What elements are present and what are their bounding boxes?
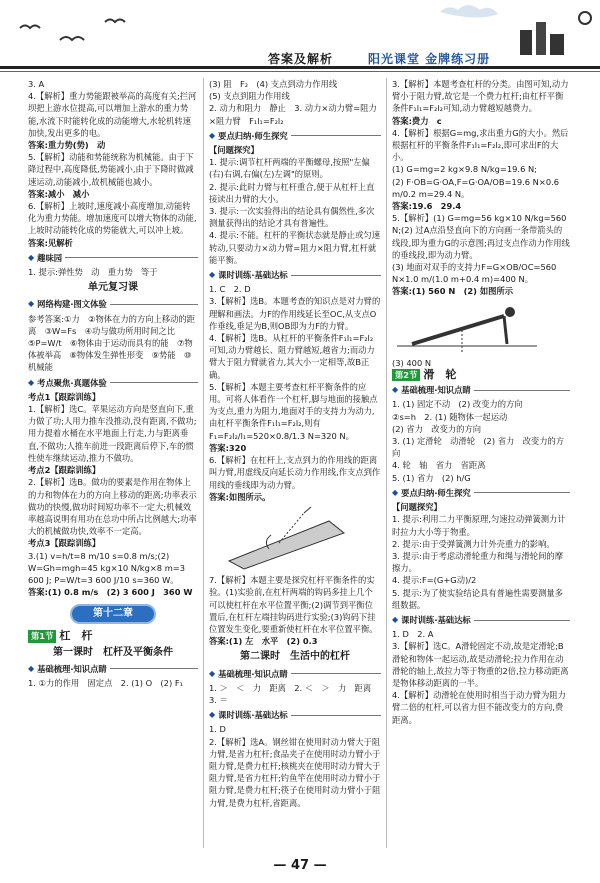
answer-line: 3.【解析】选B。本题考查的知识点是对力臂的理解和画法。力F的作用线延长至OC,从支点O作垂线,垂足为B,则OB即为力F的力臂。 bbox=[209, 296, 381, 331]
answer-line: 1. ①力的作用 固定点 2. (1) O (2) F₁ bbox=[28, 677, 183, 688]
section-heading-label: 要点归纳·师生探究 bbox=[218, 130, 288, 141]
section-heading bbox=[209, 709, 381, 721]
lesson-title: 杠 杆 bbox=[59, 629, 93, 643]
section-heading bbox=[392, 614, 570, 626]
lever-figure bbox=[209, 503, 359, 571]
section-rule bbox=[291, 715, 381, 716]
answer-line: 6.【解析】在杠杆上,支点到力的作用线的距离叫力臂,用虚线反向延长动力作用线,作支点到作用线的垂线即为动力臂。 bbox=[209, 455, 381, 490]
answer-line: 2. 动力和阻力 静止 3. 动力×动力臂=阻力×阻力臂 F₁l₁=F₂l₂ bbox=[209, 103, 377, 126]
section-rule bbox=[291, 275, 381, 276]
answer-line: 3. (1) 定滑轮 动滑轮 (2) 省力 改变力的方向 bbox=[392, 436, 565, 459]
lesson-heading: 单元复习课 bbox=[88, 282, 138, 294]
section-heading-label: 课时训练·基础达标 bbox=[401, 614, 471, 625]
diamond-icon: ◆ bbox=[28, 663, 35, 673]
answer-line: 答案:(1) 560 N (2) 如图所示 bbox=[392, 286, 514, 297]
answer-column-2 bbox=[209, 78, 381, 809]
section-heading bbox=[209, 668, 381, 680]
header-rule bbox=[0, 66, 600, 69]
answer-line: 6.【解析】上坡时,速度减小高度增加,动能转化为重力势能。增加速度可以增大物体的动能,上坡时动能转化成的势能就大,可以冲上坡。 bbox=[28, 201, 197, 236]
lesson-title: 滑 轮 bbox=[423, 368, 457, 382]
section-rule bbox=[291, 673, 381, 674]
section-heading-label: 趣味园 bbox=[37, 252, 63, 263]
section-rule bbox=[110, 304, 198, 305]
answer-line: (3) 400 N bbox=[392, 357, 432, 368]
column-divider bbox=[386, 78, 387, 848]
answer-line: 1. D bbox=[209, 724, 226, 735]
answer-line: 4.【解析】选B。从杠杆的平衡条件F₁l₁=F₂l₂可知,动力臂越长、阻力臂越短,越省力;而动力臂大于阻力臂就省力,其大小一定相等,故B正确。 bbox=[209, 333, 375, 380]
section-rule bbox=[474, 390, 570, 391]
answer-line: 【问题探究】 bbox=[209, 145, 259, 156]
bird-icon bbox=[105, 20, 125, 23]
answer-line: 5.【解析】本题主要考查杠杆平衡条件的应用。可将人体看作一个杠杆,脚与地面的接触点为支点,重力为阻力,地面对手的支持力为动力,由杠杆平衡条件F₁l₁=F₂l₂,则有F₁=F₂l₂/l₁=520×0.8/1.3 N=320 N。 bbox=[209, 381, 378, 441]
answer-line: 5. (1) 省力 (2) h/G bbox=[392, 472, 471, 483]
bird-icon bbox=[20, 26, 40, 29]
lesson-heading: 第二课时 生活中的杠杆 bbox=[240, 651, 350, 663]
bird-icon bbox=[60, 37, 84, 40]
section-heading bbox=[392, 384, 570, 396]
answer-line: 4.【解析】根据G=mg,求出重力G的大小。然后根据杠杆的平衡条件F₁l₁=F₂l₂,即可求出F的大小。 bbox=[392, 127, 569, 163]
answer-line: 1. D 2. A bbox=[392, 629, 434, 640]
answer-line: 2. 提示:由于受弹簧测力计外壳重力的影响。 bbox=[392, 538, 555, 549]
section-rule bbox=[291, 135, 381, 136]
section-heading bbox=[28, 377, 198, 389]
section-rule bbox=[110, 668, 198, 669]
page-header bbox=[0, 0, 600, 78]
answer-line: 考点1【跟踪训练】 bbox=[28, 391, 101, 402]
diamond-icon: ◆ bbox=[209, 710, 216, 720]
answer-line: 3.【解析】本题考查杠杆的分类。由图可知,动力臂小于阻力臂,故它是一个费力杠杆;由杠杆平衡条件F₁l₁=F₂l₂可知,动力臂越短越费力。 bbox=[392, 79, 569, 114]
answer-line: 答案:费力 c bbox=[392, 115, 442, 126]
section-heading-label: 网络构建·图文体验 bbox=[37, 299, 107, 310]
section-rule bbox=[474, 492, 570, 493]
answer-line: (2) 省力 改变力的方向 bbox=[392, 423, 482, 434]
pushup-figure bbox=[392, 298, 542, 354]
section-heading bbox=[28, 663, 198, 675]
answer-line: 4.【解析】重力势能跟被举高的高度有关;拦河坝把上游水位提高,可以增加上游水的重力势能,水流下时能转化成的动能增大,水轮机转速加快,发出更多的电。 bbox=[28, 91, 197, 138]
lesson-heading: 第一课时 杠杆及平衡条件 bbox=[53, 646, 173, 658]
sun-icon bbox=[579, 12, 591, 24]
answer-line: 答案:见解析 bbox=[28, 237, 73, 248]
answer-line: 答案:19.6 29.4 bbox=[392, 201, 462, 212]
section-rule bbox=[110, 382, 198, 383]
section-heading-label: 课时训练·基础达标 bbox=[218, 710, 288, 721]
answer-figure bbox=[209, 503, 381, 574]
answer-line: 1. 提示:利用二力平衡原理,匀速拉动弹簧测力计时拉力大小等于物重。 bbox=[392, 514, 566, 537]
answer-line: 5.【解析】动能和势能统称为机械能。由于下降过程中,高度降低,势能减小,由于下降时做减速运动,动能减小,故机械能也减小。 bbox=[28, 152, 194, 187]
answer-line: 1. 提示:弹性势 动 重力势 等于 bbox=[28, 267, 158, 278]
answer-line: 2.【解析】选B。做功的要素是作用在物体上的力和物体在力的方向上移动的距离;功率表示做功的快慢,做功时间短功率不一定大;机械效率越高说明有用功在总功中所占比例越大;功率大的机械做功快,效率不一定高。 bbox=[28, 477, 197, 537]
answer-line: 1. 提示:调节杠杆两端的平衡螺母,按照"左偏(右)右调,右偏(左)左调"的原则。 bbox=[209, 157, 370, 180]
answer-line: 1. ＞ ＜ 力 距离 2. ＜ ＞ 力 距离 3. ＝ bbox=[209, 682, 380, 705]
lesson-number-badge: 第2节 bbox=[392, 369, 420, 381]
answer-line: (2) F·OB=G·OA,F=G·OA/OB=19.6 N×0.6 m/0.2 m=29.4 N。 bbox=[392, 176, 560, 199]
lesson-title-row bbox=[392, 369, 570, 381]
answer-line: 3. 提示:由于考虑动滑轮重力和绳与滑轮间的摩擦力。 bbox=[392, 550, 563, 574]
section-heading bbox=[28, 298, 198, 310]
answer-line: 2.【解析】选A。钢丝钳在使用时动力臂大于阻力臂,是省力杠杆;食品夹子在使用时动力臂小于阻力臂,是费力杠杆;核桃夹在使用时动力臂大于阻力臂,是省力杠杆;钓鱼竿在使用时动力臂小于阻力臂,是费力杠杆;筷子在使用时动力臂小于阻力臂,是费力杠杆,省距离。 bbox=[209, 736, 381, 808]
section-heading-label: 考点聚焦·真题体验 bbox=[37, 377, 107, 388]
answer-line: 3. A bbox=[28, 79, 45, 89]
answer-figure bbox=[392, 298, 570, 357]
answer-line: 4. 提示:F=(G+G动)/2 bbox=[392, 575, 477, 586]
answer-line: 答案:重力势(势) 动 bbox=[28, 140, 106, 151]
answer-line: 3.(1) v=h/t=8 m/10 s=0.8 m/s;(2) W=Gh=mgh=45 kg×10 N/kg×8 m=3 600 J; P=W/t=3 600 J/10 s=360 W。 bbox=[28, 550, 186, 585]
answer-line: (3) 阻 F₂ (4) 支点到动力作用线 bbox=[209, 79, 338, 89]
section-rule bbox=[474, 620, 570, 621]
section-rule bbox=[65, 257, 198, 258]
section-heading-label: 基础梳理·知识点睛 bbox=[37, 663, 107, 674]
section-heading-label: 基础梳理·知识点睛 bbox=[401, 385, 471, 396]
answer-line: 2. 提示:此时力臂与杠杆重合,便于从杠杆上直接读出力臂的大小。 bbox=[209, 181, 375, 204]
section-heading bbox=[28, 252, 198, 264]
answer-line: 3.【解析】选C。A滑轮固定不动,故是定滑轮;B滑轮和物体一起运动,故是动滑轮;拉力作用在动滑轮的轴上,故拉力等于物重的2倍,拉力移动距离是物体移动距离的一半。 bbox=[392, 641, 569, 688]
answer-line: 参考答案:①力 ②物体在力的方向上移动的距离 ③W=Fs ④功与做功所用时间之比 ⑤P=W/t ⑥物体由于运动而具有的能 ⑦物体被举高 ⑧物体发生弹性形变 ⑨势能 ⑩机械能 bbox=[28, 313, 196, 373]
answer-line: 5.【解析】(1) G=mg=56 kg×10 N/kg=560 N;(2) 过A点沿竖直向下的方向画一条带箭头的线段,即为重力G的示意图;再过支点作动力作用线的垂线段,即为动力臂。 bbox=[392, 213, 570, 260]
answer-line: 4.【解析】动滑轮在使用时相当于动力臂为阻力臂二倍的杠杆,可以省力但不能改变力的方向,费距离。 bbox=[392, 690, 566, 725]
diamond-icon: ◆ bbox=[392, 487, 399, 497]
section-heading-label: 课时训练·基础达标 bbox=[218, 270, 288, 281]
section-heading bbox=[209, 130, 381, 142]
answer-line: 考点3【跟踪训练】 bbox=[28, 538, 101, 549]
diamond-icon: ◆ bbox=[209, 130, 216, 140]
diamond-icon: ◆ bbox=[28, 252, 35, 262]
answer-line: 1.【解析】选C。苹果运动方向是竖直向下,重力做了功;人用力推车没推动,没有距离,不做功;用力提着水桶在水平地面上行走,力与距离垂直,不做功;人推车前进一段距离后停下,车的惯性使车继续运动,推力不做功。 bbox=[28, 404, 197, 463]
diamond-icon: ◆ bbox=[392, 385, 399, 395]
column-divider bbox=[203, 78, 204, 848]
header-decoration bbox=[0, 0, 600, 55]
answer-line: (1) G=mg=2 kg×9.8 N/kg=19.6 N; bbox=[392, 164, 537, 175]
answer-column-1 bbox=[28, 78, 198, 689]
building-icon bbox=[520, 30, 532, 55]
section-heading bbox=[392, 487, 570, 499]
answer-line: 1. C 2. D bbox=[209, 284, 251, 295]
building-icon bbox=[550, 34, 564, 55]
header-title-right: 阳光课堂 金牌练习册 bbox=[368, 52, 491, 66]
answer-line: 3. 提示:一次实验得出的结论具有偶然性,多次测量获得出的结论才具有普遍性。 bbox=[209, 206, 375, 229]
header-title-left: 答案及解析 bbox=[268, 52, 334, 66]
chapter-badge: 第十二章 bbox=[70, 604, 156, 624]
building-icon bbox=[536, 22, 546, 55]
answer-line: 答案:(1) 左 水平 (2) 0.3 bbox=[209, 636, 318, 647]
answer-line: 4. 轮 轴 省力 省距离 bbox=[392, 460, 486, 471]
answer-line: 7.【解析】本题主要是探究杠杆平衡条件的实验。(1)实验前,在杠杆两端的钩码多挂上几个可以使杠杆在水平位置平衡;(2)调节到平衡位置后,在杠杆左端挂钩码进行实验;(3)钩码下挂位置发生变化,要重新使杠杆在水平位置平衡。 bbox=[209, 575, 378, 634]
answer-line: (5) 支点到阻力作用线 bbox=[209, 91, 290, 102]
answer-line: 考点2【跟踪训练】 bbox=[28, 465, 101, 476]
cloud-icon bbox=[440, 5, 498, 18]
section-heading bbox=[209, 269, 381, 281]
answer-line: 5. 提示:为了使实验结论具有普遍性需要测量多组数据。 bbox=[392, 587, 563, 610]
diamond-icon: ◆ bbox=[28, 299, 35, 309]
diamond-icon: ◆ bbox=[209, 668, 216, 678]
section-heading-label: 要点归纳·师生探究 bbox=[401, 487, 471, 498]
answer-line: 答案:(1) 0.8 m/s (2) 3 600 J 360 W bbox=[28, 587, 193, 598]
answer-line: 4. 提示:不能。杠杆的平衡状态就是静止或匀速转动,只要动力×动力臂=阻力×阻力臂,杠杆就能平衡。 bbox=[209, 230, 380, 265]
page-number: — 47 — bbox=[273, 858, 327, 873]
diamond-icon: ◆ bbox=[392, 614, 399, 624]
answer-line: 【问题探究】 bbox=[392, 502, 442, 513]
answer-line: (3) 地面对双手的支持力F=G×OB/OC=560 N×1.0 m/(1.0 m+0.4 m)=400 N。 bbox=[392, 262, 557, 285]
answer-line: ②s=h 2. (1) 随物体一起运动 bbox=[392, 411, 508, 422]
answer-line: 1. (1) 固定不动 (2) 改变力的方向 bbox=[392, 399, 523, 410]
lesson-number-badge: 第1节 bbox=[28, 630, 56, 642]
header-rule-thin bbox=[0, 71, 600, 72]
answer-line: 答案:320 bbox=[209, 442, 247, 453]
section-heading-label: 基础梳理·知识点睛 bbox=[218, 668, 288, 679]
diamond-icon: ◆ bbox=[28, 377, 35, 387]
answer-line: 答案:减小 减小 bbox=[28, 188, 90, 199]
lesson-title-row bbox=[28, 630, 198, 642]
diamond-icon: ◆ bbox=[209, 270, 216, 280]
answer-column-3 bbox=[392, 78, 570, 726]
answer-line: 答案:如图所示。 bbox=[209, 491, 271, 502]
